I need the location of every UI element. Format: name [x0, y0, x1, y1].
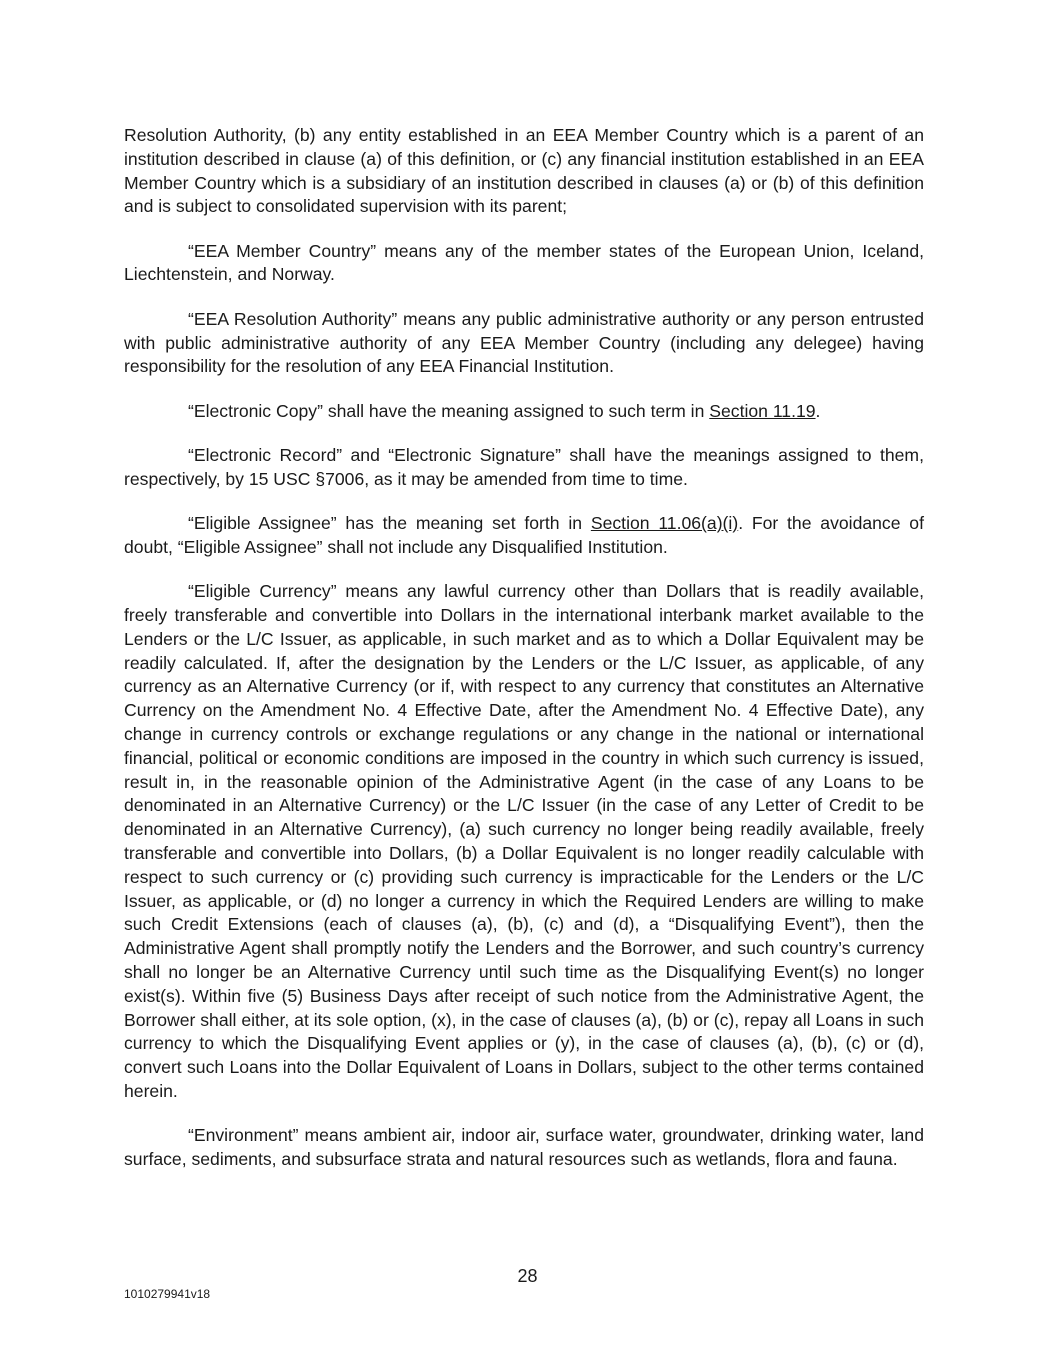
definition-text: means any of the member states of the European Union, Iceland, Liechtenstein, and Norway. [124, 240, 925, 285]
definition-text-end: . For the avoidance of doubt, “Eligible Assignee” shall not include any Disqualified Institution. [124, 513, 924, 557]
definition-environment [124, 1124, 924, 1172]
continuation-text: Resolution Authority, (b) any entity established in an EEA Member Country which is a parent of an institution described in clause (a) of this definition, or (c) any financial institution established in an EEA Member Country which is a subsidiary of an institution described in clauses (a) or (b) of this definition and is subject to consolidated supervision with its parent; [124, 125, 924, 217]
document-id: 1010279941v18 [124, 1287, 211, 1301]
definition-eligible-assignee [124, 512, 924, 560]
document-body [124, 124, 924, 1192]
definition-text: shall have the meanings assigned to them, respectively, by 15 USC §7006, as it may be amended from time to time. [124, 444, 924, 489]
defined-term: “EEA Resolution Authority” [188, 308, 398, 329]
definition-text: means ambient air, indoor air, surface water, groundwater, drinking water, land surface, sediments, and subsurface strata and natural resources such as wetlands, flora and fauna. [124, 1125, 924, 1169]
definition-electronic-record [124, 444, 924, 492]
definition-text: means any public administrative authority or any person entrusted with public administrative authority of any EEA Member Country (including any delegee) having responsibility for the resolution of any EEA Financial Institution. [124, 308, 924, 377]
definition-text: has the meaning set forth in [336, 513, 591, 534]
section-reference-link[interactable]: Section 11.06(a)(i) [590, 513, 739, 534]
definition-eea-member-country [124, 240, 924, 288]
section-reference-link[interactable]: Section 11.19 [709, 400, 816, 421]
definition-text: shall have the meaning assigned to such term in [322, 400, 710, 421]
definition-connector: and [342, 444, 389, 465]
defined-term: “Environment” [188, 1125, 299, 1146]
definition-text-end: . [815, 400, 821, 421]
defined-term: “Eligible Assignee” [188, 513, 337, 534]
definition-electronic-copy [124, 400, 924, 424]
definition-eea-resolution-authority [124, 308, 924, 379]
page-number: 28 [517, 1266, 538, 1286]
defined-term: “Electronic Record” [188, 444, 343, 465]
definition-eligible-currency [124, 580, 924, 1104]
defined-term-2: “Electronic Signature” [388, 444, 561, 465]
definition-text: means any lawful currency other than Dollars that is readily available, freely transferable and convertible into Dollars in the international interbank market available to the Lenders or the L/C Issuer, as applicable, in such market and as to which a Dollar Equivalent may be readily calculated. If, after the designation by the Lenders or the L/C Issuer, as applicable, of any currency as an Alternative Currency (or if, with respect to any currency that constitutes an Alternative Currency on the Amendment No. 4 Effective Date, after the Amendment No. 4 Effective Date), any change in currency controls or exchange regulations or any change in the national or international financial, political or economic conditions are imposed in the country in which such currency is issued, result in, in the reasonable opinion of the Administrative Agent (in the case of any Loans to be denominated in an Alternative Currency) or the L/C Issuer (in the case of any Letter of Credit to be denominated in an Alternative Currency), (a) such currency no longer being readily available, freely transferable and convertible into Dollars, (b) a Dollar Equivalent is no longer readily calculable with respect to such currency or (c) providing such currency is impracticable for the Lenders or the L/C Issuer, as applicable, or (d) no longer a currency in which the Required Lenders are willing to make such Credit Extensions (each of clauses (a), (b), (c) and (d), a “Disqualifying Event”), then the Administrative Agent shall promptly notify the Lenders and the Borrower, and such country’s currency shall no longer be an Alternative Currency until such time as the Disqualifying Event(s) no longer exist(s). Within five (5) Business Days after receipt of such notice from the Administrative Agent, the Borrower shall either, at its sole option, (x), in the case of clauses (a), (b) or (c), repay all Loans in such currency to which the Disqualifying Event applies or (y), in the case of clauses (a), (b), (c) or (d), convert such Loans into the Dollar Equivalent of Loans in Dollars, subject to the other terms contained herein. [124, 581, 924, 1101]
continuation-paragraph [124, 124, 924, 219]
defined-term: “Electronic Copy” [188, 400, 323, 421]
defined-term: “EEA Member Country” [188, 240, 377, 261]
defined-term: “Eligible Currency” [188, 581, 337, 602]
